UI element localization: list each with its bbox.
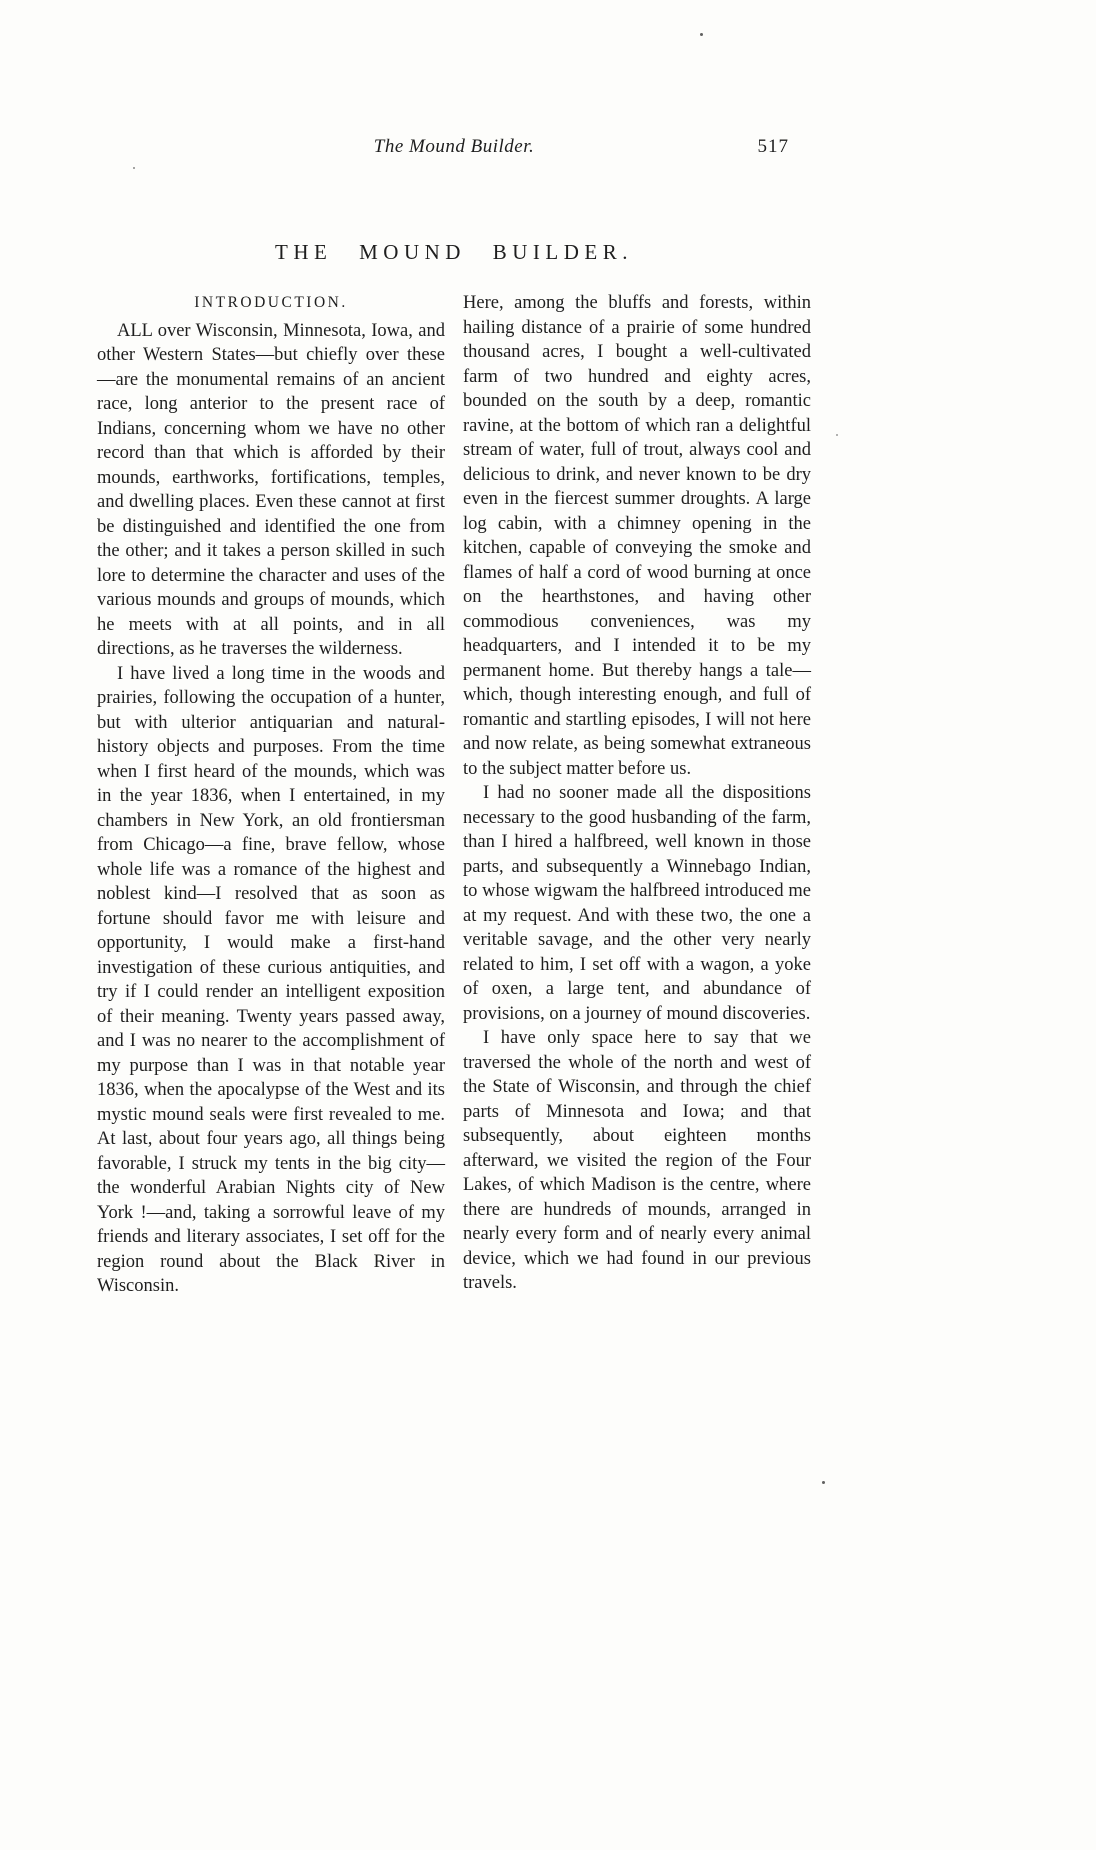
paragraph: I have only space here to say that we traversed the whole of the north and west of the State of Wisconsin, and through the chief parts of Minnesota and Iowa; and that subsequently, about eighteen months afterward, we visited the region of the Four Lakes, of which Madison is the centre, where there are hundreds of mounds, arranged in nearly every form and of nearly every animal device, which we had found in our previous travels.	[463, 1028, 811, 1293]
scan-speck	[822, 1481, 825, 1484]
scan-speck	[700, 33, 703, 36]
left-column	[97, 291, 445, 1299]
paragraph: I had no sooner made all the dispositions necessary to the good husbanding of the farm, than I hired a halfbreed, well known in those parts, and subsequently a Winnebago Indian, to whose wigwam the halfbreed introduced me at my request. And with these two, the one a veritable savage, and the other very nearly related to him, I set off with a wagon, a yoke of oxen, a large tent, and abundance of provisions, on a journey of mound discoveries.	[463, 783, 811, 1024]
article-title: THE MOUND BUILDER.	[275, 240, 633, 264]
paragraph: Here, among the bluffs and forests, within hailing distance of a prairie of some hundred thousand acres, I bought a well-cultivated farm of two hundred and eighty acres, bounded on the south by a deep, romantic ravine, at the bottom of which ran a delightful stream of water, full of trout, always cool and delicious to drink, and never known to be dry even in the fiercest summer droughts. A large log cabin, with a chimney opening in the kitchen, capable of conveying the smoke and flames of half a cord of wood burning at once on the hearthstones, and having other commodious conveniences, was my headquarters, and I intended it to be my permanent home. But thereby hangs a tale—which, though interesting enough, and full of romantic and startling episodes, I will not here and now relate, as being somewhat extraneous to the subject matter before us.	[463, 293, 811, 779]
right-column	[463, 291, 811, 1299]
paragraph: I have lived a long time in the woods and prairies, following the occupation of a hunter, but with ulterior antiquarian and natural-history objects and purposes. From the time when I first heard of the mounds, which was in the year 1836, when I entertained, in my chambers in New York, an old frontiersman from Chicago—a fine, brave fellow, whose whole life was a romance of the highest and noblest kind—I resolved that as soon as fortune should favor me with leisure and opportunity, I would make a first-hand investigation of these curious antiquities, and try if I could render an intelligent exposition of their meaning. Twenty years passed away, and I was no nearer to the accomplishment of my purpose than I was in that notable year 1836, when the apocalypse of the West and its mystic mound seals were first revealed to me. At last, about four years ago, all things being favorable, I struck my tents in the big city—the wonderful Arabian Nights city of New York !—and, taking a sorrowful leave of my friends and literary associates, I set off for the region round about the Black River in Wisconsin.	[97, 663, 445, 1296]
running-header-title: The Mound Builder.	[373, 136, 535, 157]
paragraph: ALL over Wisconsin, Minnesota, Iowa, and other Western States—but chiefly over these—are the monumental remains of an ancient race, long anterior to the present race of Indians, concerning whom we have no other record than that which is afforded by their mounds, earthworks, fortifications, temples, and dwelling places. Even these cannot at first be distinguished and identified the one from the other; and it takes a person skilled in such lore to determine the character and uses of the various mounds and groups of mounds, which he meets with at all points, and in all directions, as he traverses the wilderness.	[97, 320, 445, 659]
page-content	[97, 136, 811, 1299]
running-header	[97, 136, 811, 162]
scan-speck	[836, 434, 838, 436]
section-heading: INTRODUCTION.	[194, 294, 348, 311]
page-number: 517	[757, 136, 789, 157]
text-columns	[97, 291, 811, 1299]
